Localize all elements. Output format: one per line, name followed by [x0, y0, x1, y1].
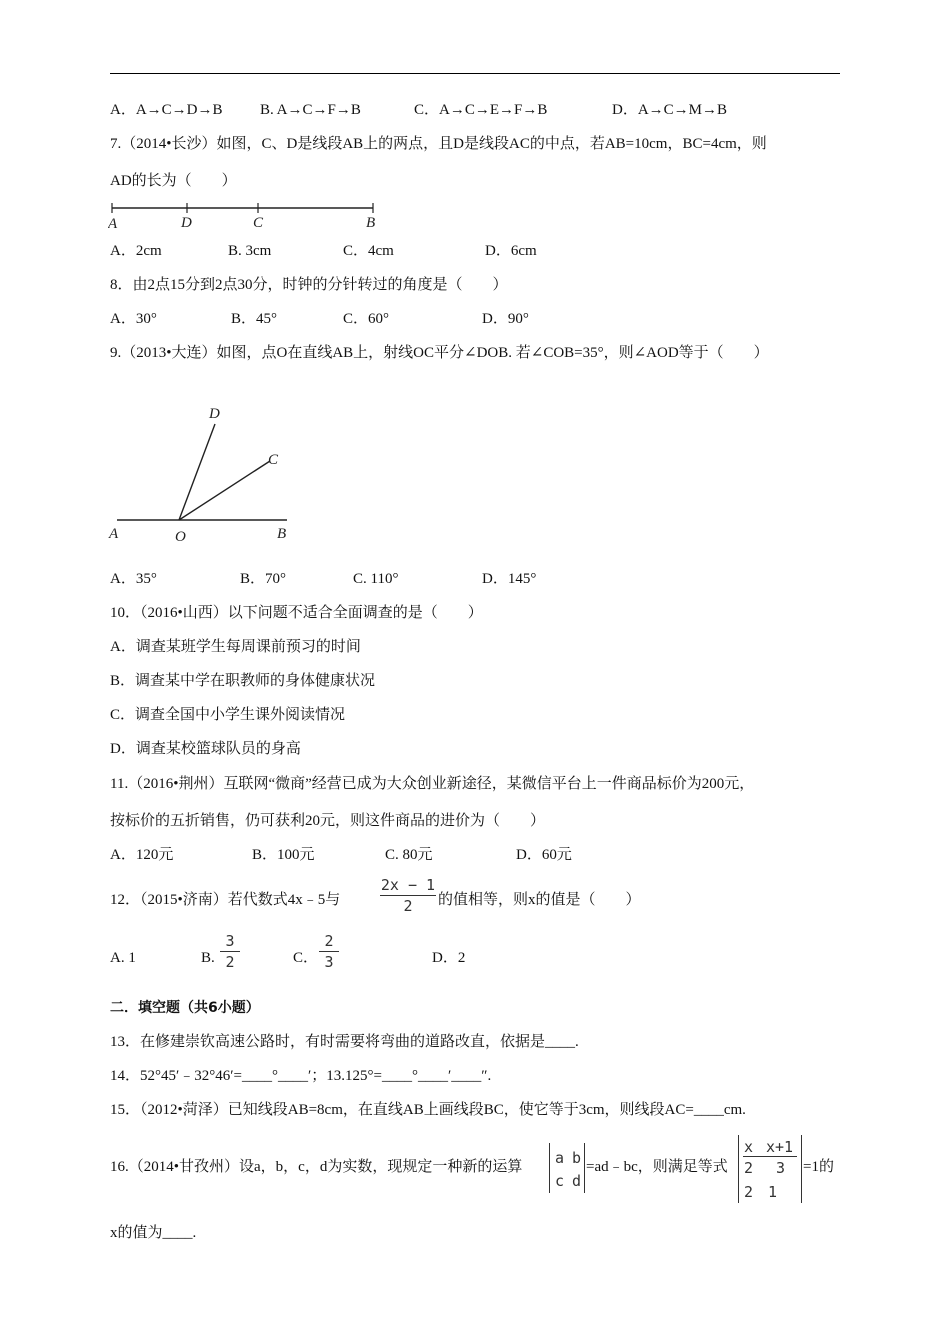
q12-option-b-fraction: [220, 932, 240, 971]
q12-fraction-bar: [380, 895, 436, 896]
q16-stem-mid: =ad﹣bc，则满足等式: [586, 1159, 728, 1175]
q12-option-c-denominator: 3: [324, 953, 334, 971]
q12-option-c-numerator: 2: [324, 932, 334, 950]
q12-option-c-bar: [319, 951, 339, 952]
q7-option-b: B. 3cm: [228, 243, 272, 259]
q16-det1-c: c: [555, 1172, 565, 1190]
q10-option-b: B．调查某中学在职教师的身体健康状况: [110, 673, 376, 689]
q16-det1-a: a: [555, 1149, 565, 1167]
q7-label-b: B: [366, 215, 376, 231]
q16-stem-cont: x的值为____.: [110, 1225, 197, 1241]
q11-option-c: C. 80元: [385, 847, 433, 863]
q10-option-a: A．调查某班学生每周课前预习的时间: [110, 639, 361, 655]
q15-stem: 15．（2012•菏泽）已知线段AB=8cm，在直线AB上画线段BC，使它等于3cm，则线段AC=____cm.: [110, 1102, 746, 1118]
q6-option-c: C．A→C→E→F→B: [414, 102, 548, 118]
q11-stem: 11.（2016•荆州）互联网“微商”经营已成为大众创业新途径，某微信平台上一件商品标价为200元，: [110, 776, 755, 792]
q16-determinant-equation: [738, 1135, 802, 1203]
q12-fraction-denominator: 2: [403, 897, 413, 915]
q6-option-a: A．A→C→D→B: [110, 102, 223, 118]
section-heading-fill-in: 二．填空题（共6小题）: [110, 1000, 260, 1016]
q16-det2-r3c1: 2: [744, 1183, 754, 1201]
q9-angle-figure: [105, 398, 305, 548]
q11-option-d: D．60元: [516, 847, 572, 863]
q6-option-b: B. A→C→F→B: [260, 102, 361, 118]
q10-option-c: C．调查全国中小学生课外阅读情况: [110, 707, 346, 723]
q13-stem: 13．在修建崇钦高速公路时，有时需要将弯曲的道路改直，依据是____.: [110, 1034, 579, 1050]
q9-option-a: A．35°: [110, 571, 157, 587]
q9-stem: 9.（2013•大连）如图，点O在直线AB上，射线OC平分∠DOB. 若∠COB=35°，则∠AOD等于（ ）: [110, 345, 769, 361]
q14-stem: 14．52°45′﹣32°46′=____°____′；13.125°=____°____′____″.: [110, 1068, 492, 1084]
q12-fraction: [380, 876, 436, 915]
q16-det2-r1c2: x+1: [766, 1138, 794, 1156]
q8-option-c: C．60°: [343, 311, 390, 327]
q9-label-o: O: [175, 529, 186, 545]
q7-option-d: D．6cm: [485, 243, 537, 259]
q9-label-d: D: [209, 406, 220, 422]
q16-stem-pre: 16.（2014•甘孜州）设a，b，c，d为实数，现规定一种新的运算: [110, 1159, 523, 1175]
q12-stem-pre: 12．（2015•济南）若代数式4x﹣5与: [110, 892, 341, 908]
q9-label-b: B: [277, 526, 287, 542]
q12-option-d: D．2: [432, 950, 466, 966]
q9-label-c: C: [268, 452, 279, 468]
q8-option-b: B．45°: [231, 311, 278, 327]
q11-option-a: A．120元: [110, 847, 174, 863]
q12-option-b-denominator: 2: [225, 953, 235, 971]
q12-fraction-numerator: 2x − 1: [380, 876, 436, 894]
q12-stem-post: 的值相等，则x的值是（ ）: [438, 892, 641, 908]
q8-option-a: A．30°: [110, 311, 157, 327]
q16-det2-r2c2: 3: [776, 1159, 786, 1177]
q10-stem: 10．（2016•山西）以下问题不适合全面调查的是（ ）: [110, 605, 483, 621]
q16-det2-r1c1: x: [744, 1138, 754, 1156]
q16-det1-b: b: [572, 1149, 582, 1167]
q7-label-d: D: [181, 215, 192, 231]
q12-option-b-prefix: B.: [201, 950, 215, 966]
q9-label-a: A: [109, 526, 119, 542]
q9-option-c: C. 110°: [353, 571, 399, 587]
q7-label-a: A: [108, 216, 118, 232]
header-rule: [110, 73, 840, 74]
q7-option-c: C．4cm: [343, 243, 394, 259]
q12-option-c-prefix: C．: [293, 950, 319, 966]
q9-option-d: D．145°: [482, 571, 537, 587]
q12-option-b-numerator: 3: [225, 932, 235, 950]
q7-stem-cont: AD的长为（ ）: [110, 173, 237, 189]
q16-determinant-abcd: [549, 1143, 585, 1193]
q12-option-a: A. 1: [110, 950, 136, 966]
q9-ray-od: [179, 424, 215, 520]
q8-option-d: D．90°: [482, 311, 529, 327]
q7-segment-figure: [108, 198, 388, 232]
q16-det2-r3c2: 1: [768, 1183, 778, 1201]
q16-det1-d: d: [572, 1172, 582, 1190]
q11-stem-cont: 按标价的五折销售，仍可获利20元，则这件商品的进价为（ ）: [110, 813, 546, 829]
q9-ray-oc: [179, 461, 270, 520]
q16-det2-r2c1: 2: [744, 1159, 754, 1177]
q16-stem-post: =1的: [803, 1159, 834, 1175]
q9-option-b: B．70°: [240, 571, 287, 587]
q7-label-c: C: [253, 215, 264, 231]
q7-option-a: A．2cm: [110, 243, 162, 259]
q7-stem: 7.（2014•长沙）如图，C、D是线段AB上的两点，且D是线段AC的中点，若AB=10cm，BC=4cm，则: [110, 136, 767, 152]
q12-option-c-fraction: [319, 932, 339, 971]
q10-option-d: D．调查某校篮球队员的身高: [110, 741, 301, 757]
q11-option-b: B．100元: [252, 847, 315, 863]
q16-det2-rule: [743, 1156, 797, 1157]
q12-option-b-bar: [220, 951, 240, 952]
q6-option-d: D．A→C→M→B: [612, 102, 728, 118]
q8-stem: 8．由2点15分到2点30分，时钟的分针转过的角度是（ ）: [110, 277, 508, 293]
